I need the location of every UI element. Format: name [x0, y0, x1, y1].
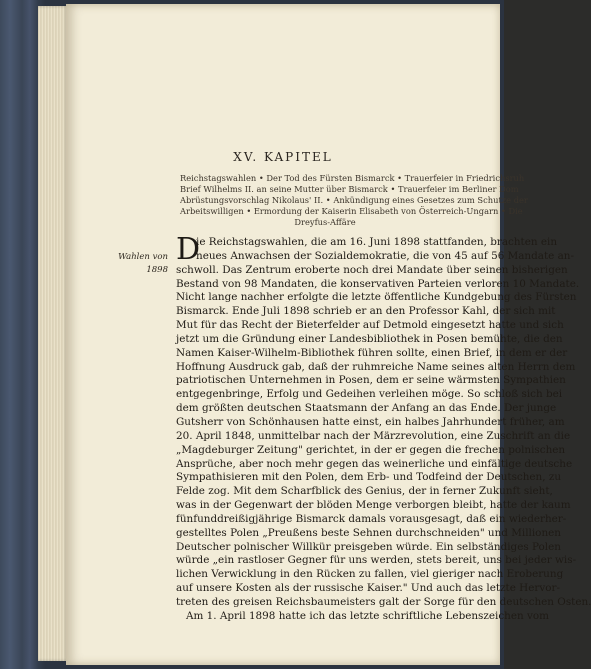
body-line: dem größten deutschen Staatsmann der Anfang an das Ende. Der junge — [176, 402, 557, 415]
body-line: 20. April 1848, unmittelbar nach der Märzrevolution, eine Zuschrift an die — [176, 429, 571, 442]
body-line: Felde zog. Mit dem Scharfblick des Genius, der in ferner Zukunft sieht, — [176, 485, 553, 498]
body-text — [176, 263, 591, 624]
body-line: „Magdeburger Zeitung" gerichtet, in der er gegen die frechen polnischen — [176, 443, 566, 456]
body-line: Ansprüche, aber noch mehr gegen das weinerliche und einfältige deutsche — [176, 457, 573, 470]
body-line: was in der Gegenwart der blöden Menge verborgen bleibt, hatte der kaum — [176, 499, 571, 512]
body-first-lines — [196, 236, 574, 264]
margin-note-year: 1898 — [146, 265, 168, 275]
body-line: gestelltes Polen „Preußens beste Sehnen durchschneiden" und Millionen — [176, 526, 561, 539]
body-line: Gutsherr von Schönhausen hatte einst, ein halbes Jahrhundert früher, am — [176, 415, 565, 428]
body-line: neues Anwachsen der Sozialdemokratie, die von 45 auf 56 Mandate an- — [196, 249, 574, 262]
body-line: Hoffnung Ausdruck gab, daß der ruhmreiche Name seines alten Herrn dem — [176, 360, 576, 373]
body-line: Namen Kaiser-Wilhelm-Bibliothek führen sollte, einen Brief, in dem er der — [176, 346, 568, 359]
drop-cap: D — [176, 232, 201, 267]
margin-note-title: Wahlen von — [118, 252, 168, 262]
chapter-title: XV. KAPITEL — [233, 150, 333, 164]
body-line: Mut für das Recht der Bieterfelder auf Detmold eingesetzt hatte und sich — [176, 319, 564, 332]
summary-line: Brief Wilhelms II. an seine Mutter über Bismarck • Trauerfeier im Berliner Dom — [180, 184, 519, 194]
body-line: lichen Verwicklung in den Rücken zu fallen, viel gieriger nach Eroberung — [176, 568, 564, 581]
body-line: entgegenbringe, Erfolg und Gedeihen verleihen möge. So schloß sich bei — [176, 388, 563, 401]
body-line: Nicht lange nachher erfolgte die letzte öffentliche Kundgebung des Fürsten — [176, 291, 577, 304]
summary-line: Dreyfus-Affäre — [294, 217, 356, 227]
body-line: treten des greisen Reichsbaumeisters galt der Sorge für den deutschen Osten. — [176, 595, 591, 608]
body-line: Sympathisieren mit den Polen, dem Erb- und Todfeind der Deutschen, zu — [176, 471, 562, 484]
body-line: Bismarck. Ende Juli 1898 schrieb er an den Professor Kahl, der sich mit — [176, 305, 556, 318]
body-line: Am 1. April 1898 hatte ich das letzte schriftliche Lebenszeichen vom — [186, 609, 549, 622]
page-edges — [38, 6, 68, 661]
summary-line: Abrüstungsvorschlag Nikolaus' II. • Ankündigung eines Gesetzes zum Schutze der — [180, 195, 528, 205]
body-line: ie Reichstagswahlen, die am 16. Juni 1898 stattfanden, brachten ein — [196, 236, 558, 248]
body-line: fünfunddreißigjährige Bismarck damals vorausgesagt, daß ein wiederher- — [176, 512, 567, 525]
body-line: Deutscher polnischer Willkür preisgeben würde. Ein selbständiges Polen — [176, 540, 561, 553]
chapter-summary — [180, 173, 528, 228]
body-line: schwoll. Das Zentrum eroberte noch drei Mandate über seinen bisherigen — [176, 263, 568, 276]
summary-line: Reichstagswahlen • Der Tod des Fürsten Bismarck • Trauerfeier in Friedrichsruh — [180, 173, 525, 183]
body-line: würde „ein rastloser Gegner für uns werden, stets bereit, uns bei jeder wis- — [176, 554, 577, 567]
summary-line: Arbeitswilligen • Ermordung der Kaiserin Elisabeth von Österreich-Ungarn • Die — [180, 206, 523, 216]
body-line: jetzt um die Gründung einer Landesbibliothek in Posen bemühte, die den — [176, 332, 563, 345]
body-line: Bestand von 98 Mandaten, die konservativen Parteien verloren 10 Mandate. — [176, 277, 580, 290]
body-line: auf unsere Kosten als der russische Kaiser." Und auch das letzte Hervor- — [176, 582, 560, 595]
body-line: patriotischen Unternehmen in Posen, dem er seine wärmsten Sympathien — [176, 374, 566, 387]
